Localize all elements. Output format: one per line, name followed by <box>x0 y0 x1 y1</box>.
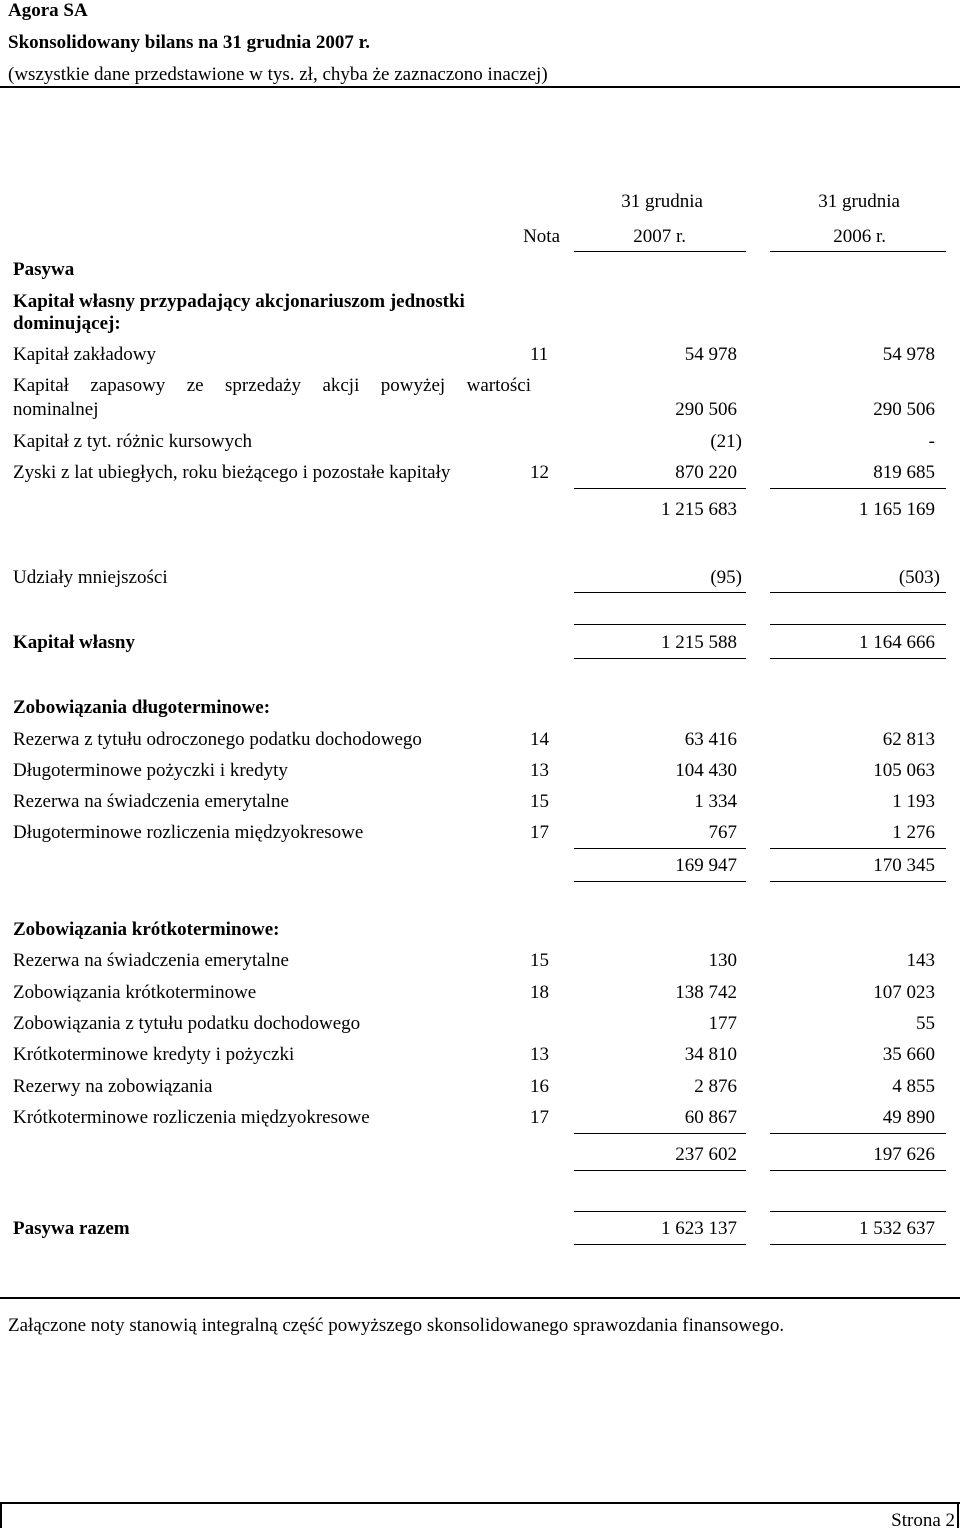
page-footer-rule <box>0 1502 960 1504</box>
section-title-pasywa: Pasywa <box>13 259 75 280</box>
equity-subtotal-2006: 1 165 169 <box>859 499 935 520</box>
row-value-2006: 1 193 <box>892 791 935 812</box>
equity-header-line1: Kapitał własny przypadający akcjonariuszom jednostki <box>13 291 465 312</box>
grand-total-bottom-rule-2006 <box>770 1244 946 1245</box>
row-value-2007: 54 978 <box>684 344 737 365</box>
equity-total-2006: 1 164 666 <box>859 632 935 653</box>
grand-total-2007: 1 623 137 <box>661 1218 737 1239</box>
minority-rule-2007 <box>574 592 746 593</box>
short-term-title: Zobowiązania krótkoterminowe: <box>13 919 280 940</box>
company-name: Agora SA <box>8 0 88 21</box>
header-rule <box>0 86 960 88</box>
row-label: Rezerwa z tytułu odroczonego podatku dochodowego <box>13 729 422 750</box>
equity-total-top-rule-2006 <box>770 624 946 625</box>
row-note: 15 <box>530 950 549 971</box>
row-label: Kapitał z tyt. różnic kursowych <box>13 431 253 452</box>
long-term-subtotal-rule-2006 <box>770 848 946 849</box>
long-term-subtotal-2006: 170 345 <box>873 855 935 876</box>
document-title: Skonsolidowany bilans na 31 grudnia 2007 r. <box>8 32 371 53</box>
row-value-2007: 177 <box>708 1013 737 1034</box>
row-value-2006: 105 063 <box>873 760 935 781</box>
long-term-subtotal-bottom-rule-2007 <box>574 881 746 882</box>
row-value-2007: 63 416 <box>684 729 737 750</box>
row-label: Rezerwy na zobowiązania <box>13 1076 213 1097</box>
row-value-2006: 49 890 <box>882 1107 935 1128</box>
row-value-2007: 138 742 <box>675 982 737 1003</box>
row-label: Rezerwa na świadczenia emerytalne <box>13 950 289 971</box>
row-note: 11 <box>530 344 549 365</box>
page-footer-right-border <box>957 1502 959 1528</box>
row-value-2007: 104 430 <box>675 760 737 781</box>
row-note: 17 <box>530 1107 549 1128</box>
equity-total-bottom-rule-2007 <box>574 658 746 659</box>
short-term-subtotal-rule-2006 <box>770 1133 946 1134</box>
row-value-2007: 870 220 <box>675 462 737 483</box>
short-term-subtotal-rule-2007 <box>574 1133 746 1134</box>
grand-total-top-rule-2006 <box>770 1211 946 1212</box>
row-label: Rezerwa na świadczenia emerytalne <box>13 791 289 812</box>
row-note: 13 <box>530 760 549 781</box>
row-value-2006: 290 506 <box>873 399 935 420</box>
row-label: Zyski z lat ubiegłych, roku bieżącego i pozostałe kapitały <box>13 462 451 483</box>
grand-total-label: Pasywa razem <box>13 1218 130 1239</box>
row-value-2006: 819 685 <box>873 462 935 483</box>
row-note: 14 <box>530 729 549 750</box>
row-note: 13 <box>530 1044 549 1065</box>
row-label: Długoterminowe rozliczenia międzyokresowe <box>13 822 364 843</box>
row-value-2007: 130 <box>708 950 737 971</box>
equity-header-line2: dominującej: <box>13 313 121 334</box>
row-value-2006: 62 813 <box>882 729 935 750</box>
header-underline-2006 <box>770 251 946 252</box>
row-value-2006: 55 <box>916 1013 935 1034</box>
row-value-2006: 54 978 <box>882 344 935 365</box>
long-term-subtotal-rule-2007 <box>574 848 746 849</box>
footnote-rule <box>0 1297 960 1299</box>
row-label: Zobowiązania z tytułu podatku dochodowego <box>13 1013 361 1034</box>
long-term-title: Zobowiązania długoterminowe: <box>13 697 271 718</box>
row-note: 12 <box>530 462 549 483</box>
short-term-subtotal-bottom-rule-2006 <box>770 1170 946 1171</box>
row-value-2006: 1 276 <box>892 822 935 843</box>
row-value-2007: 1 334 <box>694 791 737 812</box>
long-term-subtotal-bottom-rule-2006 <box>770 881 946 882</box>
page-footer-left-border <box>0 1502 2 1528</box>
short-term-subtotal-2007: 237 602 <box>675 1144 737 1165</box>
short-term-subtotal-2006: 197 626 <box>873 1144 935 1165</box>
page-number: Strona 2 <box>891 1510 955 1531</box>
equity-total-bottom-rule-2006 <box>770 658 946 659</box>
equity-total-top-rule-2007 <box>574 624 746 625</box>
row-label: Kapitał zakładowy <box>13 344 156 365</box>
row-value-2007: (21) <box>710 431 742 452</box>
footnote: Załączone noty stanowią integralną część powyższego skonsolidowanego sprawozdania finansowego. <box>8 1315 785 1336</box>
row-label: Zobowiązania krótkoterminowe <box>13 982 257 1003</box>
short-term-subtotal-bottom-rule-2007 <box>574 1170 746 1171</box>
grand-total-top-rule-2007 <box>574 1211 746 1212</box>
minority-label: Udziały mniejszości <box>13 567 168 588</box>
subtotal-rule-2006 <box>770 488 946 489</box>
long-term-subtotal-2007: 169 947 <box>675 855 737 876</box>
equity-total-2007: 1 215 588 <box>661 632 737 653</box>
row-label: Długoterminowe pożyczki i kredyty <box>13 760 288 781</box>
row-value-2007: 290 506 <box>675 399 737 420</box>
row-label: Krótkoterminowe rozliczenia międzyokresowe <box>13 1107 370 1128</box>
row-value-2006: 107 023 <box>873 982 935 1003</box>
row-value-2007: 2 876 <box>694 1076 737 1097</box>
nota-header: Nota <box>523 226 560 247</box>
row-note: 18 <box>530 982 549 1003</box>
col-2006-header-line1: 31 grudnia <box>818 191 900 212</box>
row-value-2007: 767 <box>708 822 737 843</box>
col-2007-header-line2: 2007 r. <box>633 226 686 247</box>
minority-value-2006: (503) <box>898 567 940 588</box>
minority-rule-2006 <box>770 592 946 593</box>
row-value-2007: 60 867 <box>684 1107 737 1128</box>
row-value-2006: - <box>928 431 935 452</box>
row-label: Kapitał zapasowy ze sprzedaży akcji powyżej wartości <box>13 375 531 396</box>
row-note: 17 <box>530 822 549 843</box>
row-note: 15 <box>530 791 549 812</box>
row-label: Krótkoterminowe kredyty i pożyczki <box>13 1044 295 1065</box>
col-2006-header-line2: 2006 r. <box>833 226 886 247</box>
minority-value-2007: (95) <box>710 567 742 588</box>
row-value-2007: 34 810 <box>684 1044 737 1065</box>
row-label-continued: nominalnej <box>13 399 99 420</box>
subtotal-rule-2007 <box>574 488 746 489</box>
row-value-2006: 35 660 <box>882 1044 935 1065</box>
col-2007-header-line1: 31 grudnia <box>621 191 703 212</box>
row-value-2006: 4 855 <box>892 1076 935 1097</box>
equity-subtotal-2007: 1 215 683 <box>661 499 737 520</box>
row-value-2006: 143 <box>906 950 935 971</box>
equity-total-label: Kapitał własny <box>13 632 135 653</box>
grand-total-bottom-rule-2007 <box>574 1244 746 1245</box>
row-note: 16 <box>530 1076 549 1097</box>
document-subtitle: (wszystkie dane przedstawione w tys. zł, chyba że zaznaczono inaczej) <box>8 64 548 85</box>
header-underline-2007 <box>574 251 746 252</box>
grand-total-2006: 1 532 637 <box>859 1218 935 1239</box>
